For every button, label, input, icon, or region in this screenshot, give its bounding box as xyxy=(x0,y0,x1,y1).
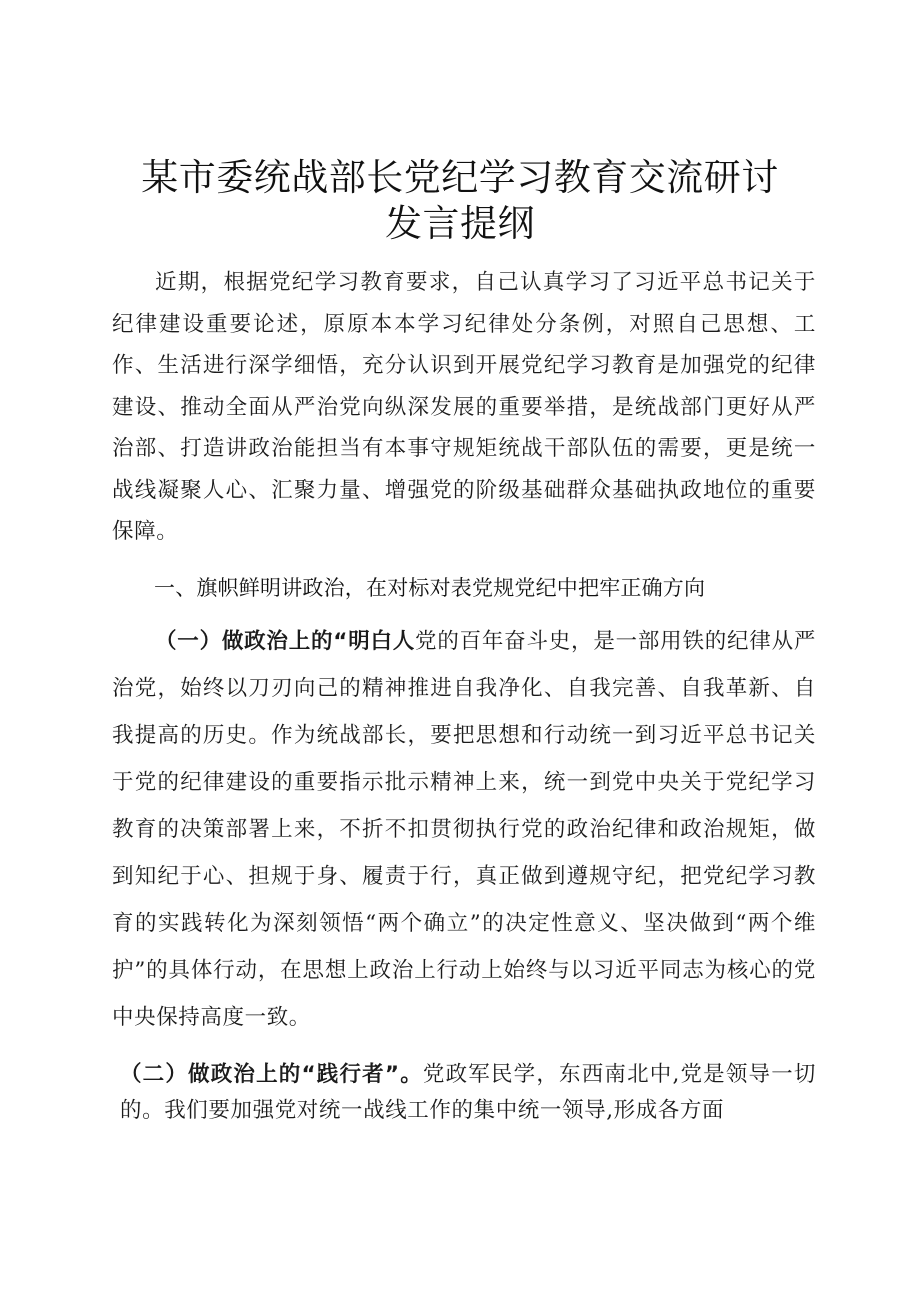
subsection-1-label: （一）做政治上的“明白人 xyxy=(155,629,416,654)
subsection-2-text: 党政军民学，东西南北中,党是领导一切的。我们要加强党对统一战线工作的集中统一领导,形成各方面 xyxy=(120,1062,817,1123)
subsection-2-paragraph xyxy=(120,1057,816,1129)
section-heading-1: 一、旗帜鲜明讲政治，在对标对表党规党纪中把牢正确方向 xyxy=(154,576,706,600)
subsection-2-label: （二）做政治上的“践行者”。 xyxy=(120,1062,423,1087)
subsection-1-text: 党的百年奋斗史，是一部用铁的纪律从严治党，始终以刀刃向己的精神推进自我净化、自我完善、自我革新、自我提高的历史。作为统战部长，要把思想和行动统一到习近平总书记关于党的纪律建设的重要指示批示精神上来，统一到党中央关于党纪学习教育的决策部署上来，不折不扣贯彻执行党的政治纪律和政治规矩，做到知纪于心、担规于身、履责于行，真正做到遵规守纪，把党纪学习教育的实践转化为深刻领悟“两个确立”的决定性意义、坚决做到“两个维护”的具体行动，在思想上政治上行动上始终与以习近平同志为核心的党中央保持高度一致。 xyxy=(112,629,816,1030)
document-title: 某市委统战部长党纪学习教育交流研讨发言提纲 xyxy=(141,156,779,245)
subsection-1-paragraph xyxy=(112,618,816,1041)
intro-paragraph: 近期，根据党纪学习教育要求，自己认真学习了习近平总书记关于纪律建设重要论述，原原本本学习纪律处分条例，对照自己思想、工作、生活进行深学细悟，充分认识到开展党纪学习教育是加强党的纪律建设、推动全面从严治党向纵深发展的重要举措，是统战部门更好从严治部、打造讲政治能担当有本事守规矩统战干部队伍的需要，更是统一战线凝聚人心、汇聚力量、增强党的阶级基础群众基础执政地位的重要保障。 xyxy=(112,270,816,544)
